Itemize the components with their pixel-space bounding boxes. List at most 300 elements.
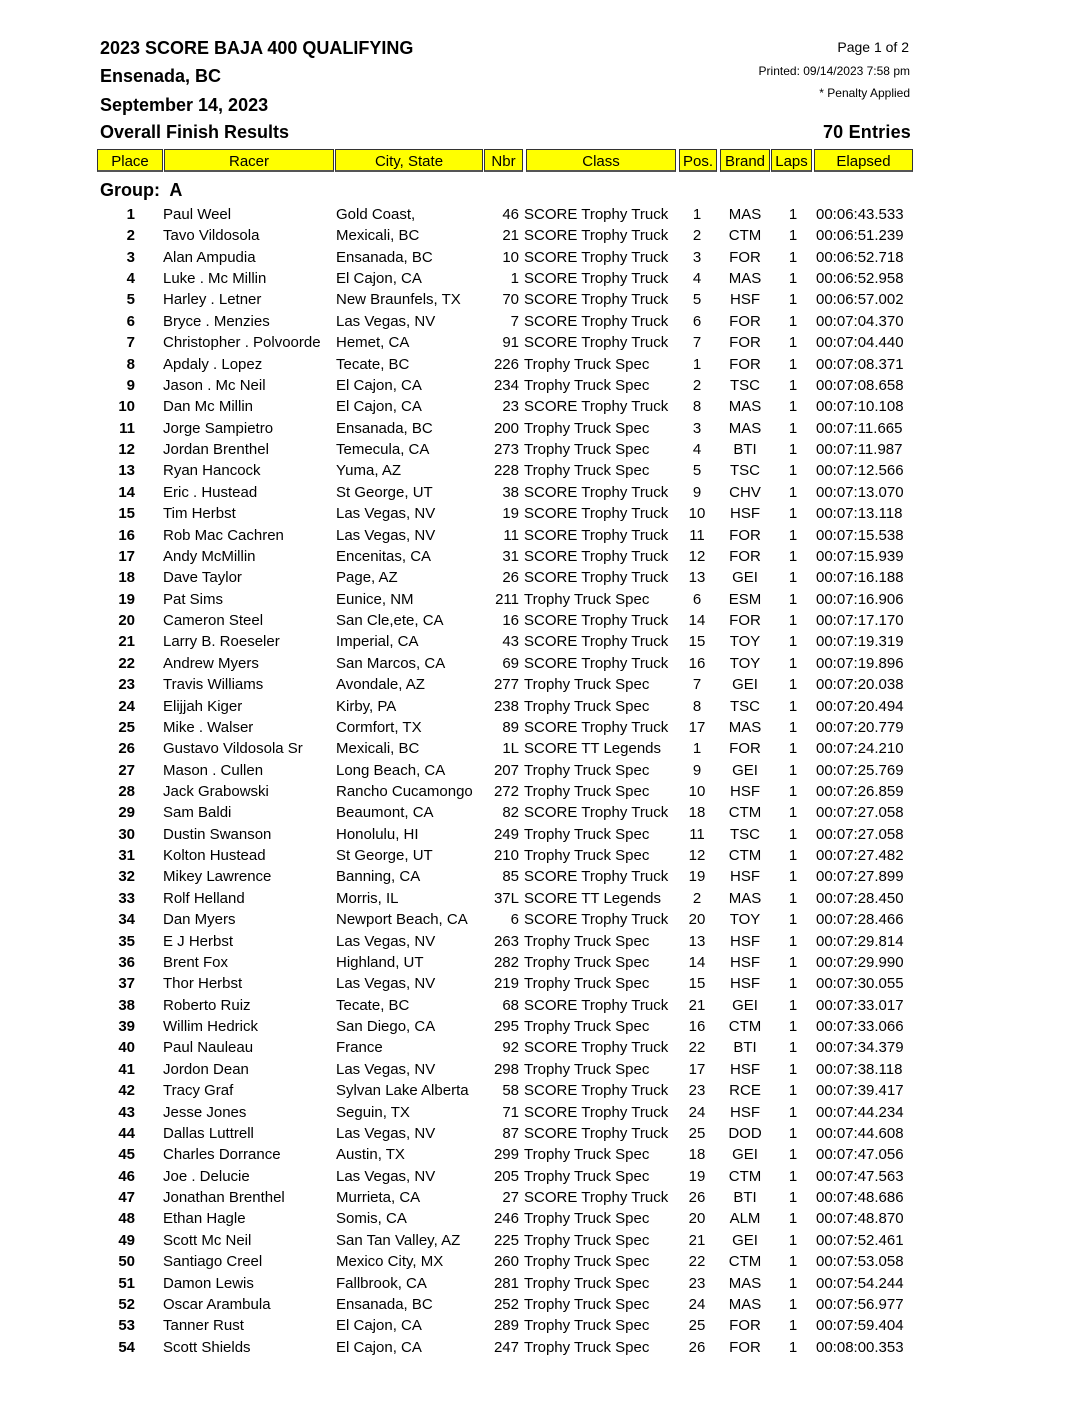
- cell-racer: Tavo Vildosola: [163, 227, 260, 244]
- cell-elapsed: 00:07:04.370: [816, 313, 904, 330]
- cell-brand: GEI: [732, 1232, 758, 1249]
- cell-place: 5: [126, 291, 135, 308]
- cell-place: 11: [119, 420, 135, 437]
- cell-laps: 1: [788, 1232, 798, 1249]
- cell-city-state: Las Vegas, NV: [336, 1125, 436, 1142]
- cell-place: 38: [118, 997, 135, 1014]
- cell-racer: Willim Hedrick: [163, 1018, 258, 1035]
- cell-class: Trophy Truck Spec: [524, 1253, 650, 1270]
- cell-pos: 9: [692, 762, 702, 779]
- cell-place: 33: [118, 890, 135, 907]
- cell-brand: CTM: [728, 1168, 762, 1185]
- cell-racer: Jorge Sampietro: [163, 420, 274, 437]
- cell-racer: Mikey Lawrence: [163, 868, 272, 885]
- cell-place: 8: [126, 356, 135, 373]
- cell-city-state: Las Vegas, NV: [336, 1061, 436, 1078]
- cell-class: SCORE Trophy Truck: [524, 270, 669, 287]
- cell-racer: Charles Dorrance: [163, 1146, 281, 1163]
- cell-city-state: El Cajon, CA: [336, 377, 422, 394]
- cell-nbr: 58: [502, 1082, 519, 1099]
- cell-pos: 2: [692, 227, 702, 244]
- cell-brand: HSF: [730, 1104, 760, 1121]
- cell-pos: 26: [688, 1339, 706, 1356]
- table-row: [0, 247, 1088, 268]
- cell-nbr: 295: [493, 1018, 519, 1035]
- cell-racer: Roberto Ruiz: [163, 997, 251, 1014]
- cell-city-state: El Cajon, CA: [336, 398, 422, 415]
- cell-elapsed: 00:07:47.056: [816, 1146, 904, 1163]
- cell-elapsed: 00:07:10.108: [816, 398, 904, 415]
- cell-place: 18: [118, 569, 135, 586]
- cell-racer: Joe . Delucie: [163, 1168, 250, 1185]
- cell-class: SCORE Trophy Truck: [524, 804, 669, 821]
- cell-brand: CHV: [729, 484, 761, 501]
- table-row: [0, 631, 1088, 652]
- cell-city-state: San Marcos, CA: [336, 655, 446, 672]
- cell-place: 6: [126, 313, 135, 330]
- cell-elapsed: 00:07:47.563: [816, 1168, 904, 1185]
- cell-class: Trophy Truck Spec: [524, 1275, 650, 1292]
- cell-city-state: Newport Beach, CA: [336, 911, 468, 928]
- report-title: 2023 SCORE BAJA 400 QUALIFYING: [100, 38, 414, 58]
- table-row: [0, 375, 1088, 396]
- cell-city-state: Encenitas, CA: [336, 548, 432, 565]
- cell-place: 28: [118, 783, 135, 800]
- cell-elapsed: 00:07:59.404: [816, 1317, 904, 1334]
- cell-laps: 1: [788, 1104, 798, 1121]
- cell-pos: 1: [692, 740, 702, 757]
- cell-pos: 3: [692, 249, 702, 266]
- cell-city-state: Avondale, AZ: [336, 676, 425, 693]
- column-header-laps: Laps: [771, 149, 812, 172]
- cell-racer: Pat Sims: [163, 591, 224, 608]
- cell-place: 20: [118, 612, 135, 629]
- cell-racer: Bryce . Menzies: [163, 313, 270, 330]
- table-row: [0, 888, 1088, 909]
- table-row: [0, 225, 1088, 246]
- cell-class: SCORE Trophy Truck: [524, 655, 669, 672]
- penalty-note: * Penalty Applied: [819, 86, 910, 100]
- cell-laps: 1: [788, 1189, 798, 1206]
- table-row: [0, 610, 1088, 631]
- cell-brand: FOR: [729, 356, 761, 373]
- cell-laps: 1: [788, 334, 798, 351]
- cell-pos: 16: [688, 655, 706, 672]
- table-row: [0, 973, 1088, 994]
- cell-racer: Harley . Letner: [163, 291, 262, 308]
- cell-pos: 4: [692, 270, 702, 287]
- cell-place: 44: [118, 1125, 135, 1142]
- table-row: [0, 396, 1088, 417]
- table-row: [0, 439, 1088, 460]
- table-row: [0, 653, 1088, 674]
- cell-brand: CTM: [728, 804, 762, 821]
- cell-laps: 1: [788, 484, 798, 501]
- cell-pos: 6: [692, 313, 702, 330]
- cell-elapsed: 00:07:16.906: [816, 591, 904, 608]
- cell-brand: MAS: [728, 270, 762, 287]
- column-header-place: Place: [97, 149, 163, 172]
- cell-racer: Dustin Swanson: [163, 826, 272, 843]
- cell-elapsed: 00:07:15.939: [816, 548, 904, 565]
- cell-pos: 2: [692, 377, 702, 394]
- cell-city-state: Highland, UT: [336, 954, 424, 971]
- cell-class: SCORE Trophy Truck: [524, 1039, 669, 1056]
- cell-pos: 22: [688, 1039, 706, 1056]
- cell-nbr: 16: [502, 612, 519, 629]
- cell-class: Trophy Truck Spec: [524, 1339, 650, 1356]
- table-row: [0, 866, 1088, 887]
- cell-nbr: 219: [493, 975, 519, 992]
- cell-elapsed: 00:07:11.987: [816, 441, 903, 458]
- cell-nbr: 26: [502, 569, 519, 586]
- cell-elapsed: 00:07:08.371: [816, 356, 904, 373]
- table-row: [0, 909, 1088, 930]
- cell-laps: 1: [788, 890, 798, 907]
- cell-place: 50: [118, 1253, 135, 1270]
- cell-racer: Jordan Brenthel: [163, 441, 269, 458]
- cell-class: SCORE Trophy Truck: [524, 548, 669, 565]
- cell-class: SCORE Trophy Truck: [524, 398, 669, 415]
- cell-city-state: Morris, IL: [336, 890, 399, 907]
- cell-racer: Damon Lewis: [163, 1275, 254, 1292]
- cell-brand: HSF: [730, 1061, 760, 1078]
- column-header-elapsed: Elapsed: [814, 149, 913, 172]
- cell-pos: 19: [688, 1168, 706, 1185]
- cell-class: Trophy Truck Spec: [524, 441, 650, 458]
- cell-nbr: 263: [493, 933, 519, 950]
- cell-class: SCORE Trophy Truck: [524, 227, 669, 244]
- cell-nbr: 7: [510, 313, 519, 330]
- cell-racer: Mike . Walser: [163, 719, 254, 736]
- cell-racer: Sam Baldi: [163, 804, 232, 821]
- table-row: [0, 1273, 1088, 1294]
- cell-nbr: 238: [493, 698, 519, 715]
- cell-class: SCORE Trophy Truck: [524, 1189, 669, 1206]
- cell-pos: 8: [692, 698, 702, 715]
- cell-brand: MAS: [728, 1296, 762, 1313]
- cell-place: 23: [118, 676, 135, 693]
- cell-brand: GEI: [732, 1146, 758, 1163]
- cell-class: Trophy Truck Spec: [524, 847, 650, 864]
- cell-place: 46: [118, 1168, 135, 1185]
- cell-racer: Larry B. Roeseler: [163, 633, 280, 650]
- cell-racer: Tracy Graf: [163, 1082, 234, 1099]
- table-row: [0, 1144, 1088, 1165]
- cell-brand: FOR: [729, 612, 761, 629]
- cell-brand: BTI: [733, 1189, 757, 1206]
- cell-brand: HSF: [730, 868, 760, 885]
- cell-laps: 1: [788, 1296, 798, 1313]
- cell-nbr: 207: [493, 762, 519, 779]
- cell-elapsed: 00:07:30.055: [816, 975, 904, 992]
- table-row: [0, 1123, 1088, 1144]
- cell-brand: ALM: [729, 1210, 761, 1227]
- cell-nbr: 10: [502, 249, 519, 266]
- cell-racer: Tim Herbst: [163, 505, 236, 522]
- cell-place: 3: [126, 249, 135, 266]
- cell-pos: 11: [689, 826, 705, 843]
- cell-elapsed: 00:07:27.899: [816, 868, 904, 885]
- cell-brand: MAS: [728, 1275, 762, 1292]
- cell-laps: 1: [788, 847, 798, 864]
- cell-pos: 24: [688, 1104, 706, 1121]
- cell-brand: MAS: [728, 890, 762, 907]
- cell-racer: Brent Fox: [163, 954, 229, 971]
- table-row: [0, 1187, 1088, 1208]
- column-header-pos: Pos.: [679, 149, 717, 172]
- cell-place: 22: [118, 655, 135, 672]
- cell-brand: HSF: [730, 291, 760, 308]
- cell-elapsed: 00:07:24.210: [816, 740, 904, 757]
- table-row: [0, 696, 1088, 717]
- cell-place: 16: [118, 527, 135, 544]
- cell-city-state: San Tan Valley, AZ: [336, 1232, 461, 1249]
- table-row: [0, 674, 1088, 695]
- cell-racer: E J Herbst: [163, 933, 234, 950]
- cell-brand: MAS: [728, 719, 762, 736]
- cell-place: 31: [118, 847, 135, 864]
- cell-place: 41: [118, 1061, 135, 1078]
- cell-class: SCORE Trophy Truck: [524, 719, 669, 736]
- cell-place: 9: [126, 377, 135, 394]
- cell-place: 34: [118, 911, 135, 928]
- cell-laps: 1: [788, 826, 798, 843]
- cell-nbr: 211: [495, 591, 519, 608]
- cell-elapsed: 00:07:12.566: [816, 462, 904, 479]
- cell-pos: 21: [688, 997, 706, 1014]
- table-row: [0, 525, 1088, 546]
- cell-pos: 14: [688, 612, 706, 629]
- cell-class: SCORE Trophy Truck: [524, 505, 669, 522]
- cell-city-state: Ensanada, BC: [336, 249, 433, 266]
- cell-place: 26: [118, 740, 135, 757]
- cell-city-state: Hemet, CA: [336, 334, 410, 351]
- cell-nbr: 210: [493, 847, 519, 864]
- cell-pos: 14: [688, 954, 706, 971]
- cell-laps: 1: [788, 1125, 798, 1142]
- cell-racer: Kolton Hustead: [163, 847, 266, 864]
- column-header-racer: Racer: [164, 149, 334, 172]
- cell-elapsed: 00:07:13.118: [816, 505, 903, 522]
- cell-class: Trophy Truck Spec: [524, 1210, 650, 1227]
- cell-elapsed: 00:07:27.482: [816, 847, 904, 864]
- cell-class: SCORE Trophy Truck: [524, 997, 669, 1014]
- cell-pos: 18: [688, 1146, 706, 1163]
- cell-class: Trophy Truck Spec: [524, 356, 650, 373]
- cell-city-state: Murrieta, CA: [336, 1189, 421, 1206]
- cell-city-state: Page, AZ: [336, 569, 398, 586]
- cell-elapsed: 00:07:11.665: [816, 420, 903, 437]
- cell-brand: GEI: [732, 676, 758, 693]
- cell-laps: 1: [788, 804, 798, 821]
- cell-elapsed: 00:07:25.769: [816, 762, 904, 779]
- cell-racer: Dan Mc Millin: [163, 398, 254, 415]
- table-row: [0, 1251, 1088, 1272]
- cell-elapsed: 00:06:52.718: [816, 249, 904, 266]
- cell-city-state: Beaumont, CA: [336, 804, 434, 821]
- cell-pos: 11: [689, 527, 705, 544]
- cell-pos: 5: [692, 291, 702, 308]
- cell-elapsed: 00:07:33.017: [816, 997, 904, 1014]
- cell-nbr: 43: [502, 633, 519, 650]
- cell-city-state: Las Vegas, NV: [336, 505, 436, 522]
- cell-city-state: Somis, CA: [336, 1210, 407, 1227]
- cell-laps: 1: [788, 1061, 798, 1078]
- cell-class: SCORE Trophy Truck: [524, 1104, 669, 1121]
- cell-racer: Jesse Jones: [163, 1104, 247, 1121]
- column-header-brand: Brand: [720, 149, 770, 172]
- cell-laps: 1: [788, 420, 798, 437]
- cell-city-state: St George, UT: [336, 847, 433, 864]
- cell-nbr: 234: [493, 377, 519, 394]
- table-row: [0, 332, 1088, 353]
- cell-elapsed: 00:07:38.118: [816, 1061, 903, 1078]
- cell-nbr: 260: [493, 1253, 519, 1270]
- cell-racer: Luke . Mc Millin: [163, 270, 267, 287]
- cell-city-state: Yuma, AZ: [336, 462, 402, 479]
- cell-brand: FOR: [729, 1339, 761, 1356]
- cell-racer: Andrew Myers: [163, 655, 259, 672]
- cell-nbr: 225: [493, 1232, 519, 1249]
- cell-class: SCORE Trophy Truck: [524, 868, 669, 885]
- cell-brand: CTM: [728, 1018, 762, 1035]
- cell-elapsed: 00:07:13.070: [816, 484, 904, 501]
- cell-place: 27: [118, 762, 135, 779]
- cell-brand: FOR: [729, 548, 761, 565]
- cell-nbr: 247: [493, 1339, 519, 1356]
- cell-place: 14: [118, 484, 135, 501]
- cell-laps: 1: [788, 227, 798, 244]
- cell-place: 4: [126, 270, 135, 287]
- cell-laps: 1: [788, 356, 798, 373]
- cell-class: Trophy Truck Spec: [524, 698, 650, 715]
- cell-laps: 1: [788, 569, 798, 586]
- cell-brand: MAS: [728, 398, 762, 415]
- cell-brand: GEI: [732, 569, 758, 586]
- cell-place: 47: [118, 1189, 135, 1206]
- cell-elapsed: 00:07:44.234: [816, 1104, 904, 1121]
- table-row: [0, 1230, 1088, 1251]
- cell-brand: ESM: [728, 591, 762, 608]
- cell-class: SCORE Trophy Truck: [524, 291, 669, 308]
- cell-nbr: 89: [502, 719, 519, 736]
- cell-brand: FOR: [729, 740, 761, 757]
- cell-class: SCORE Trophy Truck: [524, 527, 669, 544]
- cell-pos: 21: [688, 1232, 706, 1249]
- cell-laps: 1: [788, 997, 798, 1014]
- cell-elapsed: 00:07:39.417: [816, 1082, 904, 1099]
- cell-class: Trophy Truck Spec: [524, 1168, 650, 1185]
- cell-city-state: New Braunfels, TX: [336, 291, 461, 308]
- cell-class: SCORE TT Legends: [524, 890, 662, 907]
- cell-racer: Dallas Luttrell: [163, 1125, 254, 1142]
- cell-racer: Tanner Rust: [163, 1317, 244, 1334]
- table-row: [0, 354, 1088, 375]
- cell-elapsed: 00:07:04.440: [816, 334, 904, 351]
- cell-brand: CTM: [728, 1253, 762, 1270]
- cell-racer: Elijjah Kiger: [163, 698, 243, 715]
- cell-place: 2: [126, 227, 135, 244]
- cell-place: 19: [118, 591, 135, 608]
- cell-brand: HSF: [730, 505, 760, 522]
- cell-racer: Jason . Mc Neil: [163, 377, 266, 394]
- cell-pos: 7: [692, 334, 702, 351]
- cell-nbr: 6: [510, 911, 519, 928]
- cell-city-state: Austin, TX: [336, 1146, 405, 1163]
- cell-racer: Ryan Hancock: [163, 462, 261, 479]
- cell-elapsed: 00:07:48.870: [816, 1210, 904, 1227]
- cell-brand: FOR: [729, 1317, 761, 1334]
- cell-laps: 1: [788, 698, 798, 715]
- cell-class: SCORE Trophy Truck: [524, 612, 669, 629]
- cell-laps: 1: [788, 1082, 798, 1099]
- cell-place: 54: [118, 1339, 135, 1356]
- cell-place: 39: [118, 1018, 135, 1035]
- cell-class: Trophy Truck Spec: [524, 420, 650, 437]
- event-date: September 14, 2023: [100, 95, 269, 115]
- cell-city-state: Ensanada, BC: [336, 1296, 433, 1313]
- cell-nbr: 11: [503, 527, 519, 544]
- cell-place: 30: [118, 826, 135, 843]
- cell-pos: 16: [688, 1018, 706, 1035]
- cell-laps: 1: [788, 655, 798, 672]
- cell-nbr: 228: [493, 462, 519, 479]
- cell-place: 42: [118, 1082, 135, 1099]
- cell-pos: 23: [688, 1275, 706, 1292]
- cell-racer: Mason . Cullen: [163, 762, 264, 779]
- table-row: [0, 1016, 1088, 1037]
- table-row: [0, 781, 1088, 802]
- table-row: [0, 546, 1088, 567]
- cell-laps: 1: [788, 313, 798, 330]
- cell-pos: 10: [688, 783, 706, 800]
- cell-brand: HSF: [730, 975, 760, 992]
- cell-city-state: Tecate, BC: [336, 997, 410, 1014]
- cell-nbr: 298: [493, 1061, 519, 1078]
- cell-brand: TSC: [730, 377, 760, 394]
- cell-laps: 1: [788, 1039, 798, 1056]
- cell-city-state: Las Vegas, NV: [336, 975, 436, 992]
- cell-elapsed: 00:07:48.686: [816, 1189, 904, 1206]
- cell-elapsed: 00:07:26.859: [816, 783, 904, 800]
- cell-nbr: 226: [493, 356, 519, 373]
- cell-pos: 5: [692, 462, 702, 479]
- cell-nbr: 38: [502, 484, 519, 501]
- cell-nbr: 23: [502, 398, 519, 415]
- cell-place: 15: [118, 505, 135, 522]
- cell-elapsed: 00:07:56.977: [816, 1296, 904, 1313]
- cell-racer: Rob Mac Cachren: [163, 527, 284, 544]
- cell-nbr: 27: [502, 1189, 519, 1206]
- cell-class: SCORE Trophy Truck: [524, 569, 669, 586]
- table-row: [0, 204, 1088, 225]
- cell-laps: 1: [788, 398, 798, 415]
- cell-class: Trophy Truck Spec: [524, 783, 650, 800]
- cell-place: 7: [126, 334, 135, 351]
- cell-nbr: 252: [493, 1296, 519, 1313]
- cell-place: 29: [118, 804, 135, 821]
- event-location: Ensenada, BC: [100, 66, 222, 86]
- cell-racer: Dan Myers: [163, 911, 236, 928]
- cell-nbr: 1: [510, 270, 519, 287]
- cell-place: 12: [118, 441, 135, 458]
- cell-pos: 17: [688, 719, 706, 736]
- cell-brand: FOR: [729, 334, 761, 351]
- cell-city-state: Mexicali, BC: [336, 227, 420, 244]
- table-row: [0, 1080, 1088, 1101]
- table-row: [0, 311, 1088, 332]
